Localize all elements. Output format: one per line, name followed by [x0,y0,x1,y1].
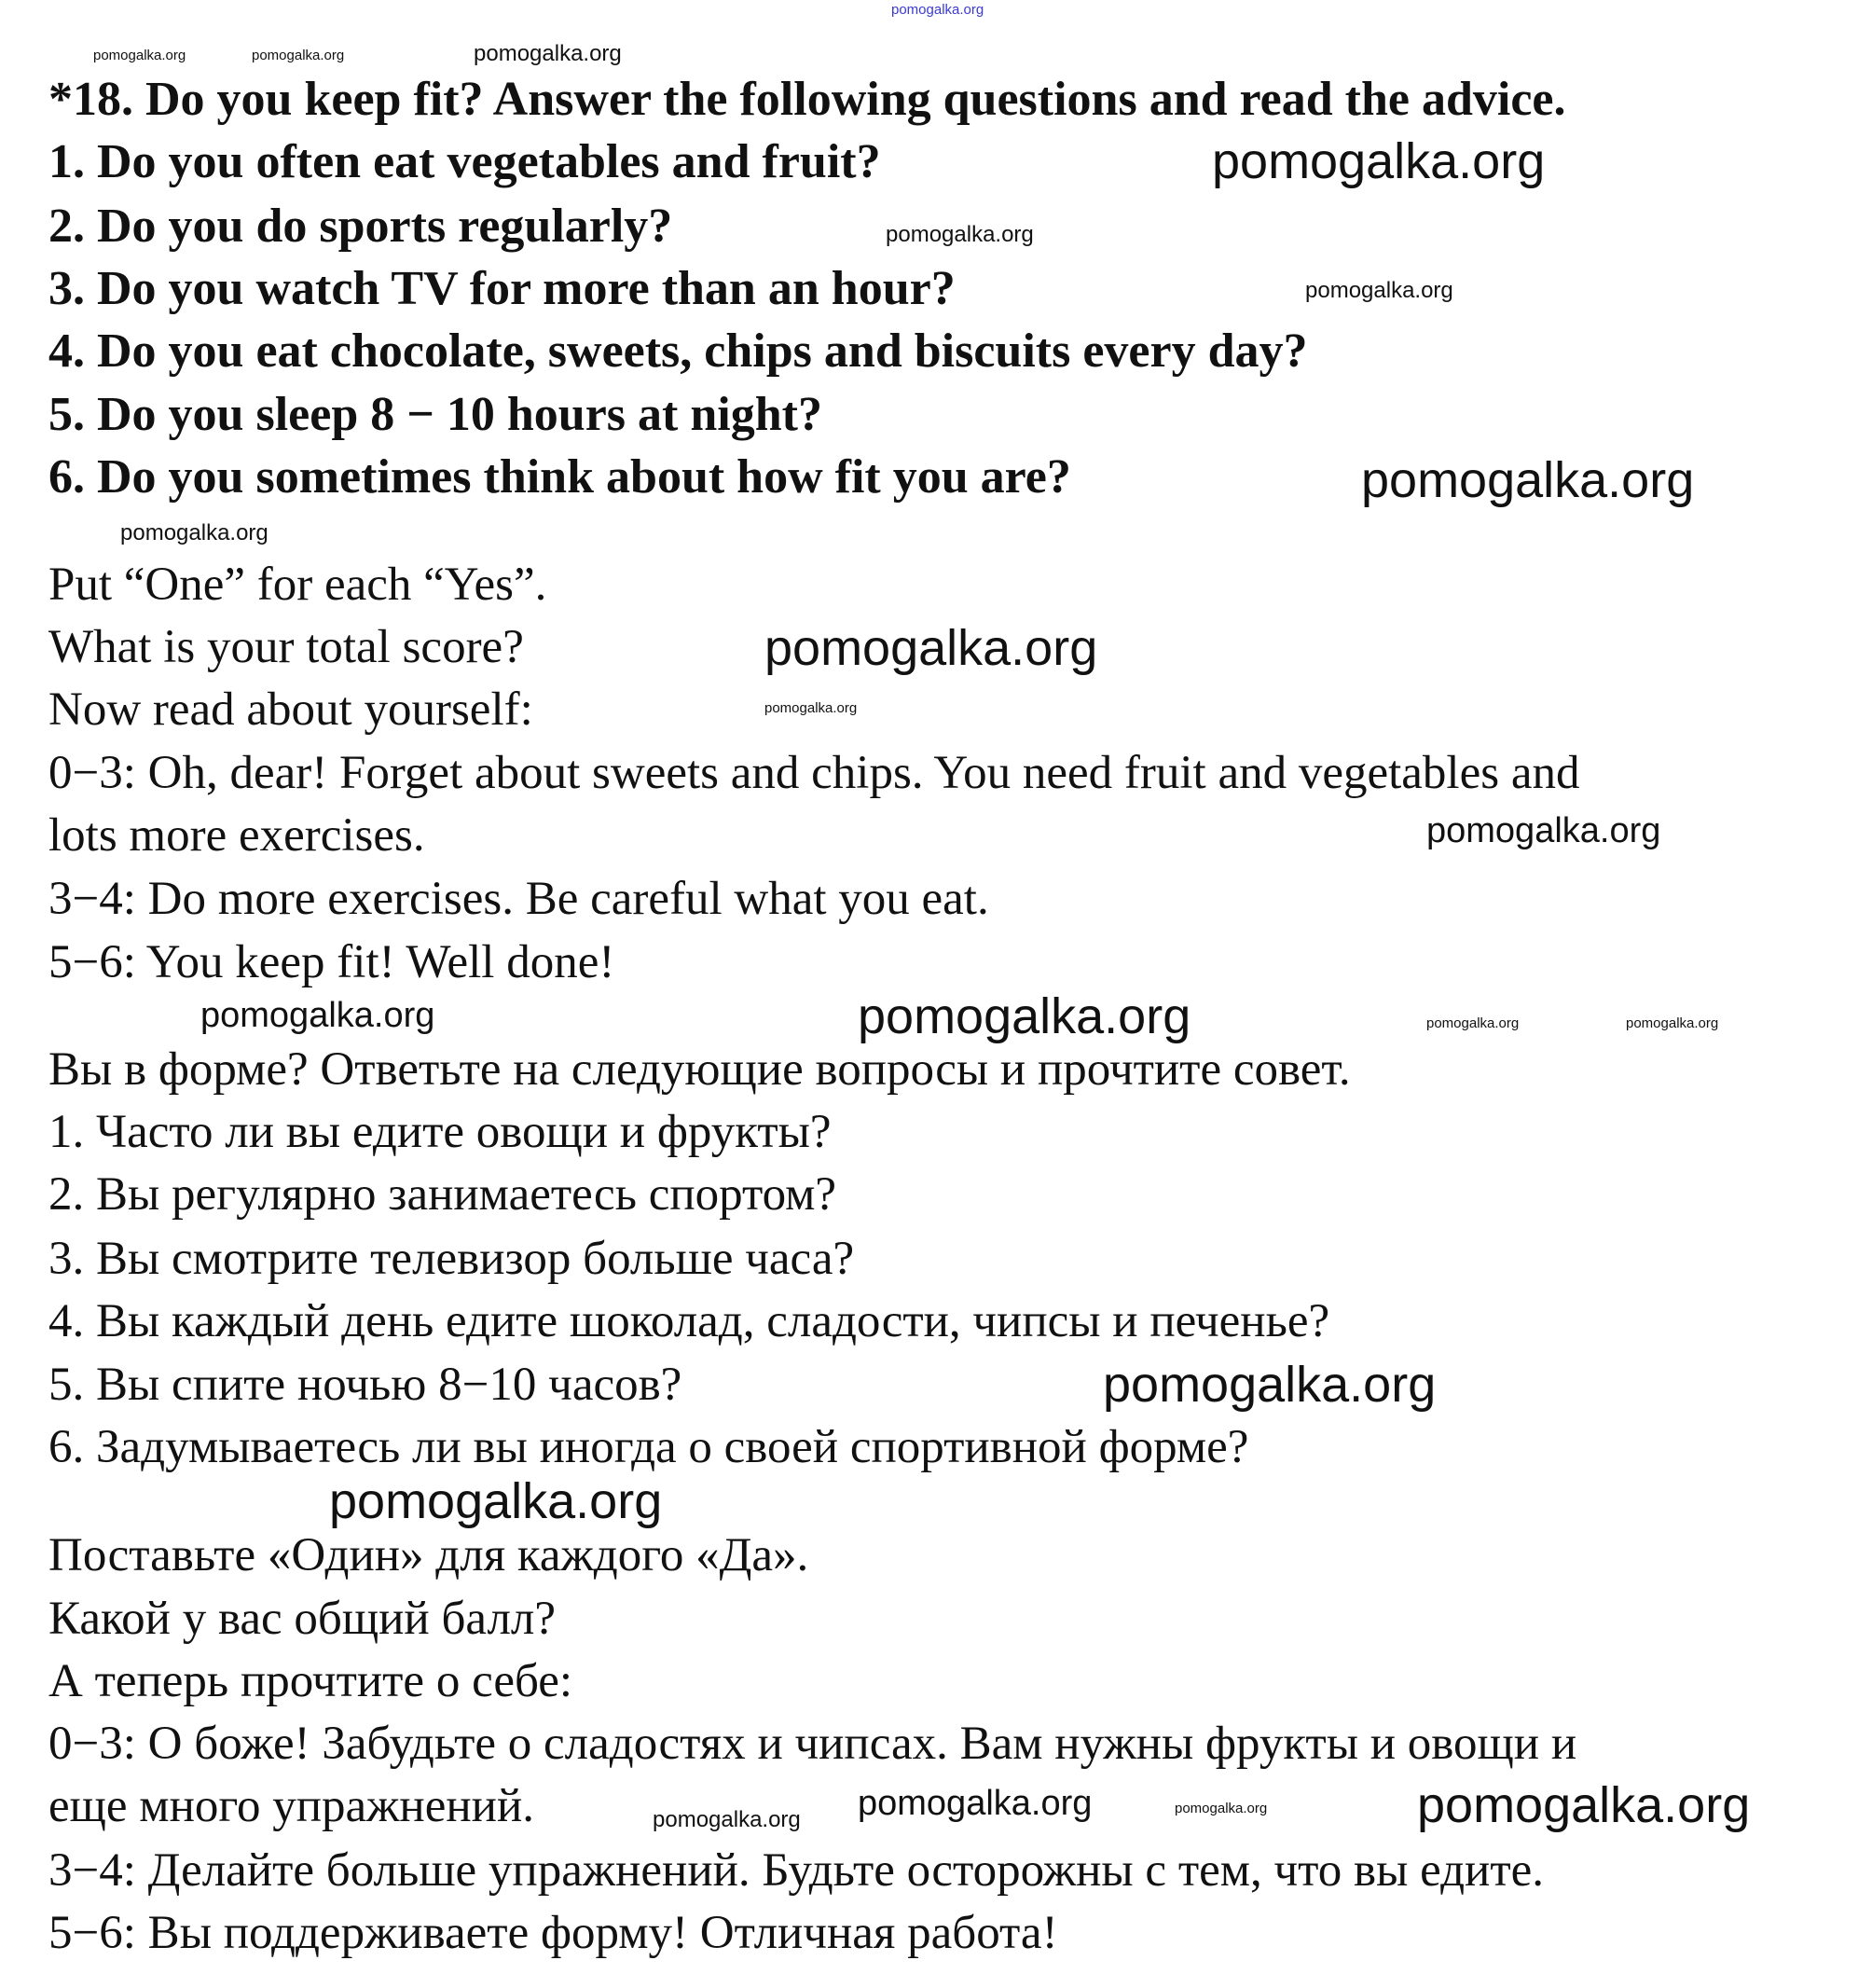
watermark: pomogalka.org [93,48,186,63]
question-6: 6. Do you sometimes think about how fit you are? [48,450,1071,504]
watermark: pomogalka.org [764,700,858,716]
ru-question-5: 5. Вы спите ночью 8−10 часов? [48,1359,682,1411]
watermark-link[interactable]: pomogalka.org [891,2,984,18]
result-3-4: 3−4: Do more exercises. Be careful what you eat. [48,873,989,925]
exercise-title: *18. Do you keep fit? Answer the following questions and read the advice. [48,73,1566,126]
ru-question-1: 1. Часто ли вы едите овощи и фрукты? [48,1106,832,1158]
instruction-1: Put “One” for each “Yes”. [48,559,547,611]
instruction-2: What is your total score? [48,621,524,673]
watermark: pomogalka.org [1305,278,1453,303]
watermark: pomogalka.org [764,620,1098,676]
ru-instruction-2: Какой у вас общий балл? [48,1593,557,1645]
watermark: pomogalka.org [474,41,622,66]
ru-question-4: 4. Вы каждый день едите шоколад, сладости, чипсы и печенье? [48,1295,1330,1347]
ru-result-0-3: 0−3: О боже! Забудьте о сладостях и чипсах. Вам нужны фрукты и овощи и [48,1718,1577,1770]
result-0-3: 0−3: Oh, dear! Forget about sweets and chips. You need fruit and vegetables and [48,747,1580,799]
watermark: pomogalka.org [1626,1015,1719,1031]
ru-question-6: 6. Задумываетесь ли вы иногда о своей спортивной форме? [48,1421,1249,1473]
question-5: 5. Do you sleep 8 − 10 hours at night? [48,388,822,441]
result-5-6: 5−6: You keep fit! Well done! [48,936,615,988]
watermark: pomogalka.org [653,1807,801,1832]
ru-question-2: 2. Вы регулярно занимаетесь спортом? [48,1168,837,1221]
watermark: pomogalka.org [1426,811,1661,850]
watermark: pomogalka.org [858,1784,1093,1823]
instruction-3: Now read about yourself: [48,683,533,736]
watermark: pomogalka.org [858,988,1191,1044]
watermark: pomogalka.org [1103,1357,1437,1413]
watermark: pomogalka.org [1361,452,1695,508]
watermark: pomogalka.org [200,996,435,1035]
question-2: 2. Do you do sports regularly? [48,200,673,253]
watermark: pomogalka.org [252,48,345,63]
russian-title: Вы в форме? Ответьте на следующие вопросы и прочтите совет. [48,1043,1351,1096]
ru-result-3-4: 3−4: Делайте больше упражнений. Будьте осторожны с тем, что вы едите. [48,1844,1545,1897]
ru-result-5-6: 5−6: Вы поддерживаете форму! Отличная работа! [48,1907,1058,1959]
question-1: 1. Do you often eat vegetables and fruit? [48,135,881,188]
ru-result-0-3-cont: еще много упражнений. [48,1780,534,1832]
watermark: pomogalka.org [329,1473,663,1529]
ru-question-3: 3. Вы смотрите телевизор больше часа? [48,1233,855,1285]
question-3: 3. Do you watch TV for more than an hour? [48,262,956,315]
ru-instruction-1: Поставьте «Один» для каждого «Да». [48,1529,809,1581]
watermark: pomogalka.org [886,222,1034,247]
watermark: pomogalka.org [1417,1777,1751,1833]
question-4: 4. Do you eat chocolate, sweets, chips and biscuits every day? [48,324,1308,378]
watermark: pomogalka.org [1175,1801,1268,1816]
ru-instruction-3: А теперь прочтите о себе: [48,1655,573,1707]
watermark: pomogalka.org [120,520,268,545]
result-0-3-cont: lots more exercises. [48,809,425,862]
watermark: pomogalka.org [1426,1015,1520,1031]
watermark: pomogalka.org [1212,133,1546,189]
